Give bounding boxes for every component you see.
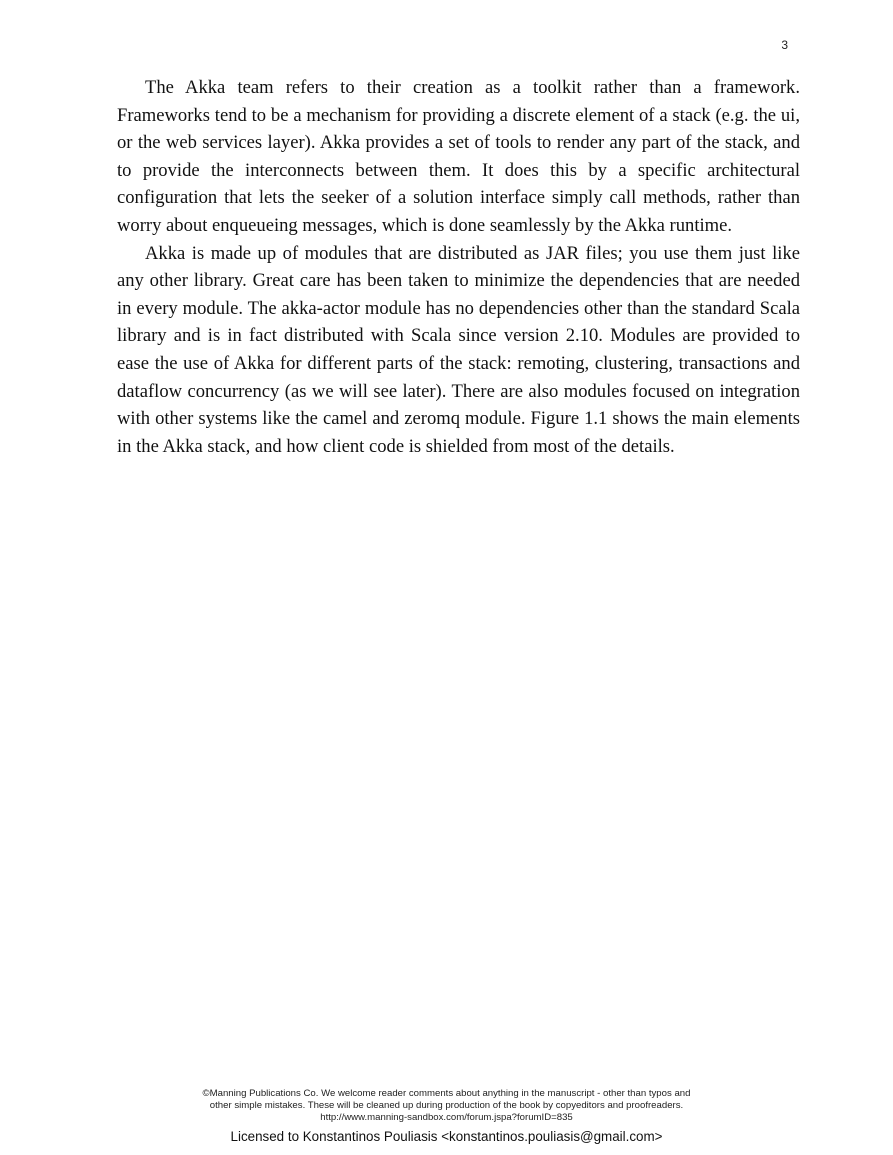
body-text bbox=[117, 74, 800, 460]
copyright-notice bbox=[167, 1088, 727, 1124]
paragraph-toolkit: The Akka team refers to their creation as a toolkit rather than a framework. Frameworks tend to be a mechanism for providing a discrete element of a stack (e.g. the ui, or the web services layer). Akka provides a set of tools to render any part of the stack, and to provide the interconnects between them. It does this by a specific architectural configuration that lets the seeker of a solution interface simply call methods, rather than worry about enqueueing messages, which is done seamlessly by the Akka runtime. bbox=[117, 77, 800, 236]
copyright-notice-line: other simple mistakes. These will be cleaned up during production of the book by copyeditors and proofreaders. bbox=[209, 1100, 684, 1111]
page-number: 3 bbox=[781, 38, 788, 52]
copyright-notice-line: ©Manning Publications Co. We welcome reader comments about anything in the manuscript - other than typos and bbox=[202, 1088, 691, 1099]
paragraph-modules: Akka is made up of modules that are distributed as JAR files; you use them just like any other library. Great care has been taken to minimize the dependencies that are needed in every module. The akka-actor module has no dependencies other than the standard Scala library and is in fact distributed with Scala since version 2.10. Modules are provided to ease the use of Akka for different parts of the stack: remoting, clustering, transactions and dataflow concurrency (as we will see later). There are also modules focused on integration with other systems like the camel and zeromq module. Figure 1.1 shows the main elements in the Akka stack, and how client code is shielded from most of the details. bbox=[117, 242, 800, 457]
page-footer bbox=[0, 1088, 893, 1146]
forum-url: http://www.manning-sandbox.com/forum.jspa?forumID=835 bbox=[320, 1112, 573, 1123]
license-line: Licensed to Konstantinos Pouliasis <konstantinos.pouliasis@gmail.com> bbox=[230, 1129, 663, 1144]
